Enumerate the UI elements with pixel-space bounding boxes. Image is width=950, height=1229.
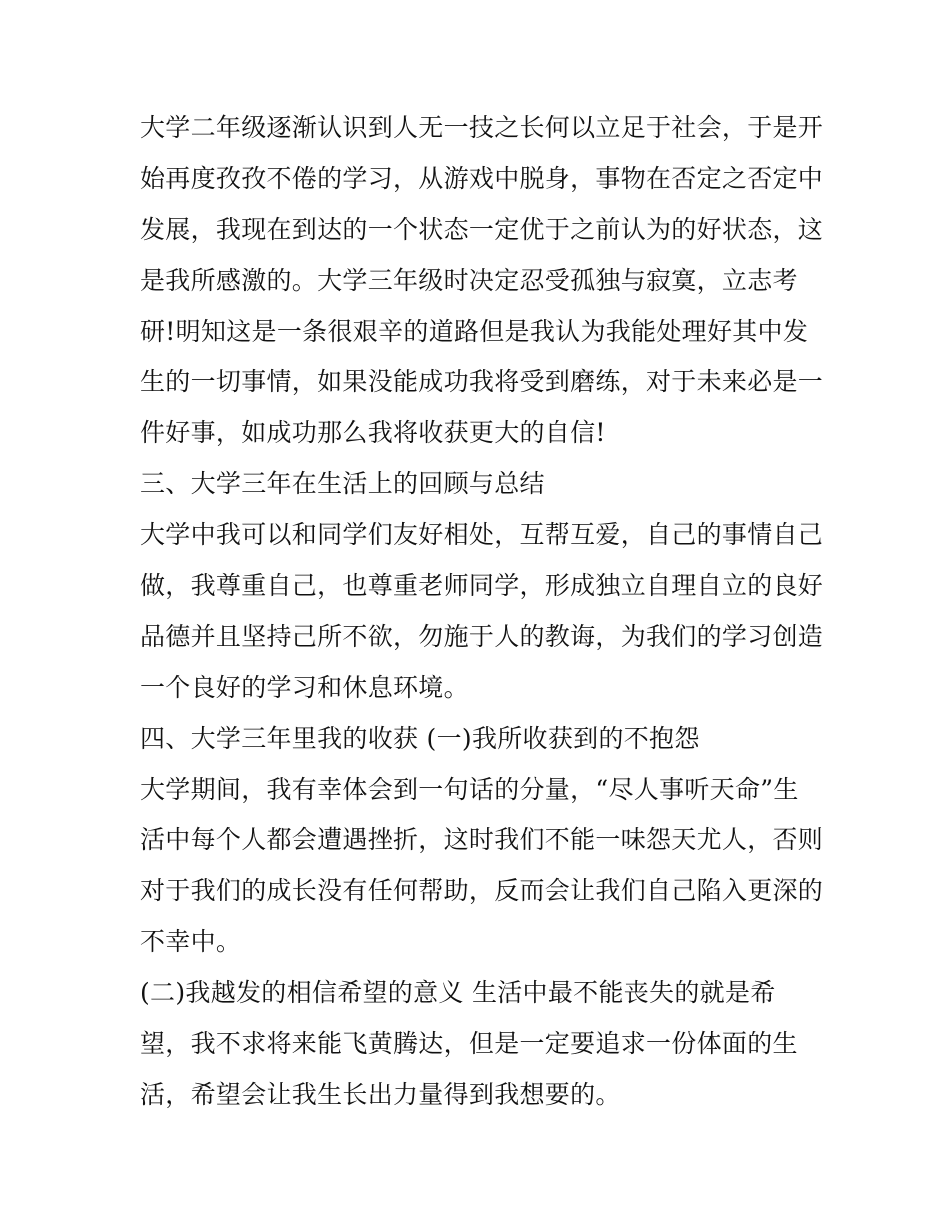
text-line: 始再度孜孜不倦的学习，从游戏中脱身，事物在否定之否定中 — [140, 163, 824, 193]
text-line: 发展，我现在到达的一个状态一定优于之前认为的好状态，这 — [140, 214, 824, 244]
text-line: 大学期间，我有幸体会到一句话的分量，“尽人事听天命”生 — [140, 774, 799, 804]
text-line: 生的一切事情，如果没能成功我将受到磨练，对于未来必是一 — [140, 367, 824, 397]
text-line: 品德并且坚持己所不欲，勿施于人的教诲，为我们的学习创造 — [140, 621, 824, 651]
text-line: 不幸中。 — [140, 927, 242, 957]
text-line: 大学二年级逐渐认识到人无一技之长何以立足于社会，于是开 — [140, 113, 824, 142]
document-body — [140, 103, 824, 1121]
text-line: 研!明知这是一条很艰辛的道路但是我认为我能处理好其中发 — [140, 316, 809, 346]
text-line: 望，我不求将来能飞黄腾达，但是一定要追求一份体面的生 — [140, 1029, 798, 1059]
text-line: 大学中我可以和同学们友好相处，互帮互爱，自己的事情自己 — [140, 520, 824, 550]
text-line: 活中每个人都会遭遇挫折，这时我们不能一味怨天尤人，否则 — [140, 825, 824, 855]
text-line: (二)我越发的相信希望的意义 生活中最不能丧失的就是希 — [140, 978, 776, 1008]
text-line: 是我所感激的。大学三年级时决定忍受孤独与寂寞，立志考 — [140, 265, 798, 295]
text-line: 对于我们的成长没有任何帮助，反而会让我们自己陷入更深的 — [140, 876, 824, 906]
section-heading: 三、大学三年在生活上的回顾与总结 — [140, 469, 545, 499]
text-line: 一个良好的学习和休息环境。 — [140, 672, 469, 702]
text-line: 做，我尊重自己，也尊重老师同学，形成独立自理自立的良好 — [140, 571, 824, 601]
text-line: 活，希望会让我生长出力量得到我想要的。 — [140, 1079, 621, 1109]
section-heading: 四、大学三年里我的收获 (一)我所收获到的不抱怨 — [140, 723, 700, 753]
text-line: 件好事，如成功那么我将收获更大的自信! — [140, 418, 606, 448]
